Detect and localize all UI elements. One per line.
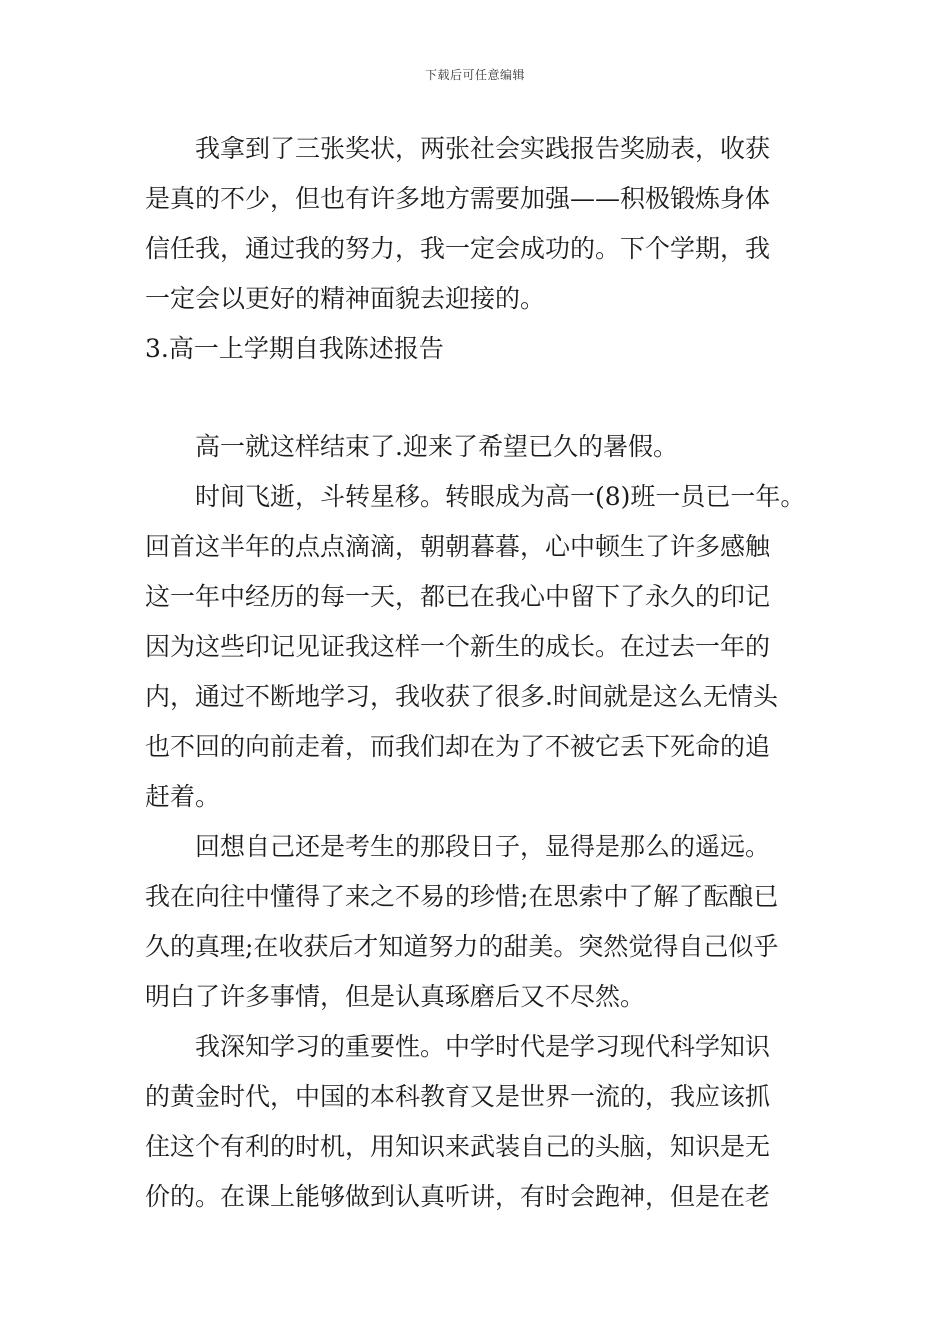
text-line: 我在向往中懂得了来之不易的珍惜;在思索中了解了酝酿已 [145,882,779,911]
text-line: 高一就这样结束了.迎来了希望已久的暑假。 [145,432,678,461]
text-line: 内，通过不断地学习，我收获了很多.时间就是这么无情头 [145,682,778,711]
text-line: 时间飞逝，斗转星移。转眼成为高一(8)班一员已一年。 [145,482,806,511]
text-line: 这一年中经历的每一天，都已在我心中留下了永久的印记 [145,582,771,611]
text-line: 我深知学习的重要性。中学时代是学习现代科学知识 [145,1032,771,1061]
text-line: 回想自己还是考生的那段日子，显得是那么的遥远。 [145,832,771,861]
text-line: 也不回的向前走着，而我们却在为了不被它丢下死命的追 [145,732,771,761]
text-line: 一定会以更好的精神面貌去迎接的。 [145,284,546,313]
page-header-note: 下载后可任意编辑 [424,68,525,82]
text-line: 久的真理;在收获后才知道努力的甜美。突然觉得自己似乎 [145,932,779,961]
text-line: 的黄金时代，中国的本科教育又是世界一流的，我应该抓 [145,1082,771,1111]
text-line: 赶着。 [145,782,221,811]
text-line: 因为这些印记见证我这样一个新生的成长。在过去一年的 [145,632,771,661]
section-heading: 3.高一上学期自我陈述报告 [145,334,444,363]
text-line: 我拿到了三张奖状，两张社会实践报告奖励表，收获 [145,134,771,163]
text-line: 是真的不少，但也有许多地方需要加强——积极锻炼身体 [145,184,771,213]
text-line: 信任我，通过我的努力，我一定会成功的。下个学期，我 [145,234,771,263]
text-line: 明白了许多事情，但是认真琢磨后又不尽然。 [145,982,646,1011]
text-line: 价的。在课上能够做到认真听讲，有时会跑神，但是在老 [145,1182,771,1211]
text-line: 住这个有利的时机，用知识来武装自己的头脑，知识是无 [145,1132,771,1161]
text-line: 回首这半年的点点滴滴，朝朝暮暮，心中顿生了许多感触 [145,532,771,561]
